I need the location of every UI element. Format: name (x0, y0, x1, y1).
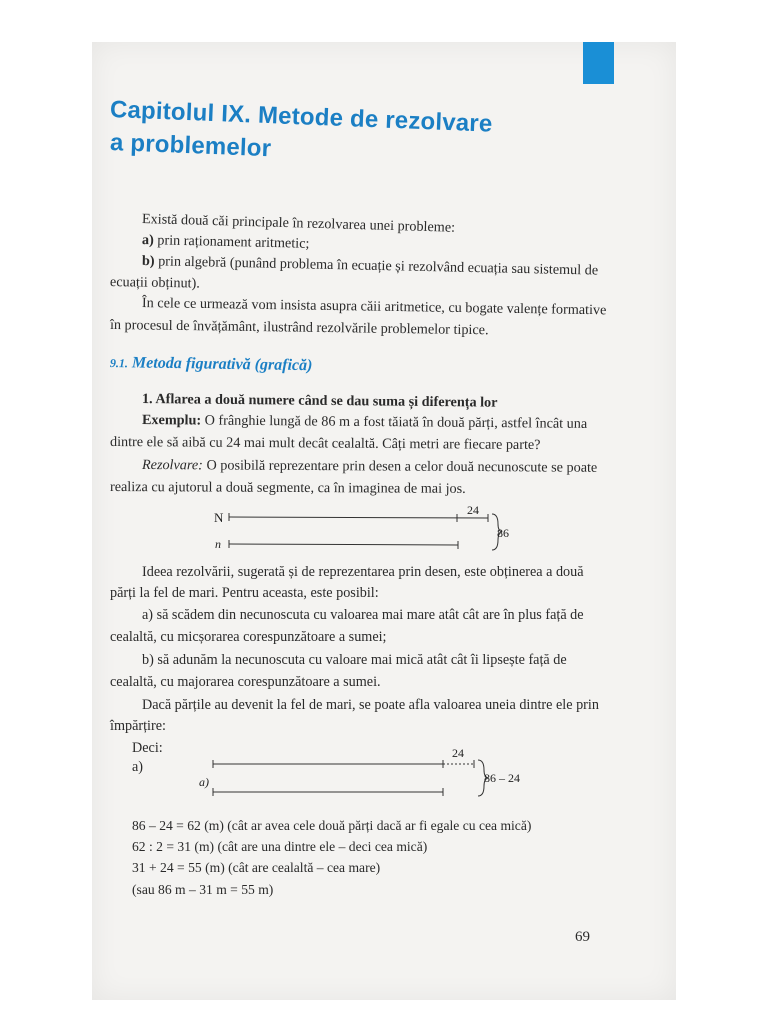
segment-label-N: N (214, 510, 224, 525)
calculation-line4: (sau 86 m – 31 m = 55 m) (132, 882, 274, 897)
segment-bottom-label: a) (199, 775, 209, 789)
segment-diagram-2 (190, 740, 540, 805)
explanation-line1: Ideea rezolvării, sugerată și de reprezentarea prin desen, este obținerea a două (142, 564, 584, 580)
solution-line2: realiza cu ajutorul a două segmente, ca în imaginea de mai jos. (109, 479, 466, 497)
explanation-line2: părți la fel de mari. Pentru aceasta, este posibil: (110, 585, 379, 601)
explanation-line7: Dacă părțile au devenit la fel de mari, se poate afla valoarea uneia dintre ele prin (142, 697, 599, 713)
option-b-text: prin algebră (punând problema în ecuație și rezolvând ecuația sau sistemul de (154, 253, 599, 279)
explanation-line6: cealaltă, cu majorarea corespunzătoare a sumei. (110, 674, 381, 690)
chapter-tab-marker (583, 42, 614, 84)
option-a-text: prin raționament aritmetic; (153, 232, 310, 252)
solution-line1 (142, 456, 597, 477)
solution-label: Rezolvare: (141, 457, 203, 474)
calculation-line2: 62 : 2 = 31 (m) (cât are una dintre ele – deci cea mică) (132, 839, 428, 854)
difference-label-2: 24 (452, 746, 464, 760)
explanation-line9: Deci: (132, 740, 163, 756)
calculation-line1: 86 – 24 = 62 (m) (cât ar avea cele două părți dacă ar fi egale cu cea mică) (132, 818, 532, 833)
intro-option-b-cont: ecuații obținut). (109, 274, 200, 292)
example-text: O frânghie lungă de 86 m a fost tăiată în două părți, astfel încât una (201, 412, 588, 432)
calculation-line3: 31 + 24 = 55 (m) (cât are cealaltă – cea mare) (132, 860, 381, 875)
section-title: Metoda figurativă (grafică) (131, 354, 313, 375)
segment-diagram-1 (200, 500, 530, 560)
segment-n-line (229, 544, 458, 545)
intro-option-a (142, 231, 310, 253)
explanation-line5: b) să adunăm la necunoscuta cu valoare mai mică atât cât îi lipsește față de (142, 652, 567, 668)
section-number: 9.1. (109, 356, 129, 371)
intro-paragraph2-line1: În cele ce urmează vom insista asupra căii aritmetice, cu bogate valențe formative (141, 295, 607, 319)
segment-N-line (229, 517, 488, 518)
section-heading (110, 354, 313, 375)
example-line2: dintre ele să aibă cu 24 mai mult decât cealaltă. Câți metri are fiecare parte? (109, 434, 541, 454)
intro-paragraph: Există două căi principale în rezolvarea unei probleme: (141, 211, 456, 236)
difference-label: 24 (467, 503, 479, 517)
explanation-line8: împărțire: (110, 718, 166, 734)
chapter-title-line2: a problemelor (109, 129, 272, 163)
sum-label: 86 (497, 526, 509, 540)
segment-label-n: n (215, 537, 221, 551)
problem-heading: 1. Aflarea a două numere când se dau suma și diferența lor (141, 391, 498, 411)
sum-label-2: 86 – 24 (484, 771, 520, 785)
option-b-label: b) (141, 253, 155, 270)
explanation-line4: cealaltă, cu micșorarea corespunzătoare a sumei; (110, 629, 387, 645)
example-label: Exemplu: (141, 412, 202, 429)
intro-paragraph2-line2: în procesul de învățământ, ilustrând rezolvările problemelor tipice. (109, 317, 489, 339)
option-a-label: a) (141, 232, 155, 249)
page-number: 69 (575, 929, 590, 945)
explanation-line10: a) (132, 759, 144, 775)
solution-text: O posibilă reprezentare prin desen a celor două necunoscute se poate (202, 457, 598, 476)
chapter-title-line1: Capitolul IX. Metode de rezolvare (109, 96, 493, 138)
explanation-line3: a) să scădem din necunoscuta cu valoarea mai mare atât cât are în plus față de (142, 607, 584, 623)
